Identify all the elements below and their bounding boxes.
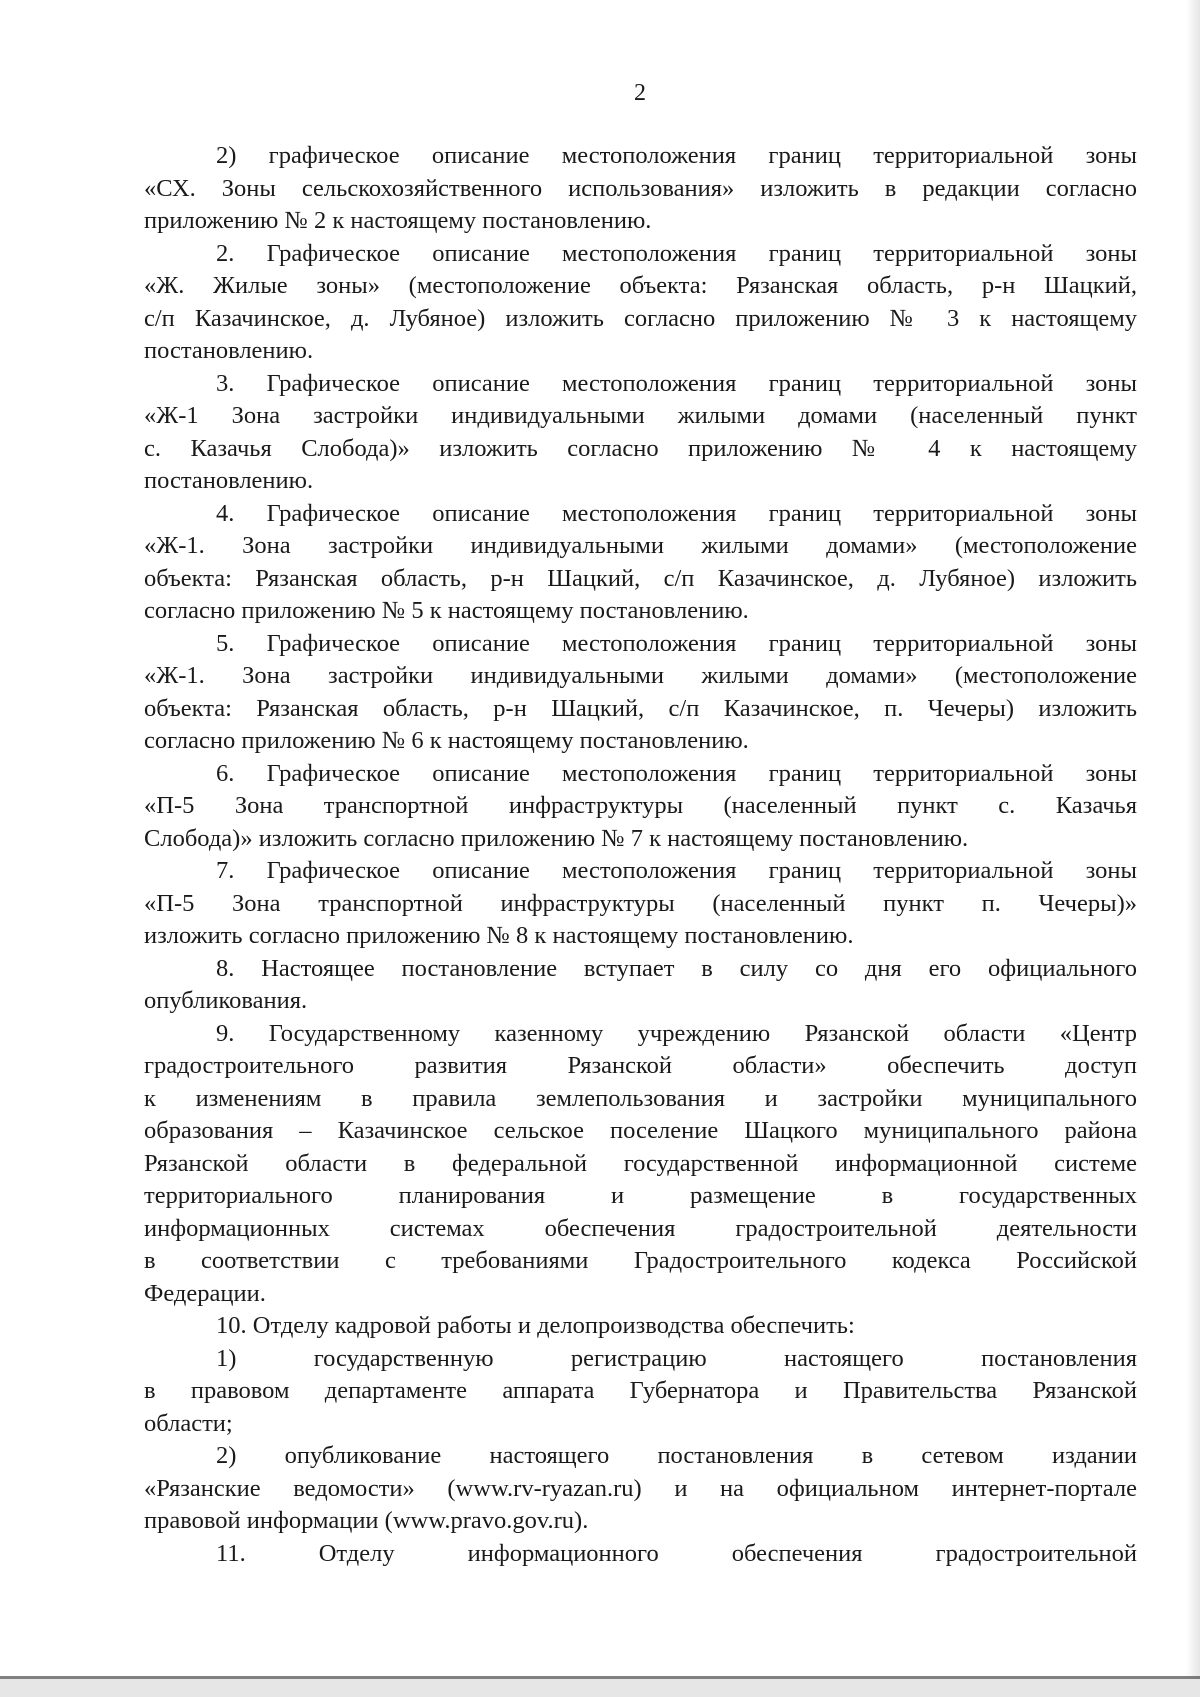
text-line: 5. Графическое описание местоположения границ территориальной зоны <box>216 629 1137 657</box>
text-line: правовой информации (www.pravo.gov.ru). <box>144 1507 589 1534</box>
text-line: области; <box>144 1409 233 1437</box>
text-line: согласно приложению № 6 к настоящему постановлению. <box>144 727 749 754</box>
text-line: Федерации. <box>144 1279 266 1307</box>
text-line: 7. Графическое описание местоположения границ территориальной зоны <box>216 857 1137 884</box>
text-line: согласно приложению № 5 к настоящему постановлению. <box>144 597 749 624</box>
text-line: «Рязанские ведомости» (www.rv-ryazan.ru) и на официальном интернет-портале <box>144 1474 1137 1502</box>
text-line: 6. Графическое описание местоположения границ территориальной зоны <box>216 759 1137 787</box>
text-line: опубликования. <box>144 987 308 1014</box>
text-line: «СХ. Зоны сельскохозяйственного использования» изложить в редакции согласно <box>144 174 1137 202</box>
text-line: 11. Отделу информационного обеспечения градостроительной <box>216 1539 1137 1567</box>
text-line: градостроительного развития Рязанской области» обеспечить доступ <box>144 1052 1137 1079</box>
text-line: 2) графическое описание местоположения границ территориальной зоны <box>216 142 1137 169</box>
text-line: в соответствии с требованиями Градостроительного кодекса Российской <box>144 1247 1137 1274</box>
text-line: с/п Казачинское, д. Лубяное) изложить согласно приложению № 3 к настоящему <box>144 304 1137 332</box>
text-line: 8. Настоящее постановление вступает в силу со дня его официального <box>216 954 1137 982</box>
text-line: «Ж-1. Зона застройки индивидуальными жилыми домами» (местоположение <box>144 532 1137 559</box>
scan-bottom-shade <box>0 1679 1200 1697</box>
text-line: в правовом департаменте аппарата Губернатора и Правительства Рязанской <box>144 1377 1137 1404</box>
text-line: «Ж. Жилые зоны» (местоположение объекта: Рязанская область, р-н Шацкий, <box>144 272 1137 299</box>
text-line: 3. Графическое описание местоположения границ территориальной зоны <box>216 369 1137 397</box>
document-body <box>144 140 1137 1570</box>
text-line: 2) опубликование настоящего постановления в сетевом издании <box>216 1442 1137 1469</box>
text-line: с. Казачья Слобода)» изложить согласно приложению № 4 к настоящему <box>144 434 1137 462</box>
text-line: 9. Государственному казенному учреждению Рязанской области «Центр <box>216 1019 1137 1047</box>
text-line: объекта: Рязанская область, р-н Шацкий, с/п Казачинское, д. Лубяное) изложить <box>144 564 1137 592</box>
text-line: Слобода)» изложить согласно приложению № 7 к настоящему постановлению. <box>144 824 969 852</box>
text-line: «П-5 Зона транспортной инфраструктуры (населенный пункт п. Чечеры)» <box>144 889 1137 917</box>
text-line: территориального планирования и размещение в государственных <box>144 1182 1137 1209</box>
text-line: объекта: Рязанская область, р-н Шацкий, с/п Казачинское, п. Чечеры) изложить <box>144 694 1137 722</box>
text-line: приложению № 2 к настоящему постановлению. <box>144 207 652 234</box>
text-line: Рязанской области в федеральной государственной информационной системе <box>144 1149 1137 1177</box>
text-line: 4. Графическое описание местоположения границ территориальной зоны <box>216 499 1137 527</box>
text-line: постановлению. <box>144 337 314 364</box>
text-line: информационных системах обеспечения градостроительной деятельности <box>144 1214 1137 1242</box>
text-line: к изменениям в правила землепользования и застройки муниципального <box>144 1084 1137 1112</box>
text-line: «Ж-1 Зона застройки индивидуальными жилыми домами (населенный пункт <box>144 402 1137 429</box>
text-line: постановлению. <box>144 467 314 494</box>
text-line: «Ж-1. Зона застройки индивидуальными жилыми домами» (местоположение <box>144 662 1137 689</box>
text-line: образования – Казачинское сельское поселение Шацкого муниципального района <box>144 1117 1137 1144</box>
text-line: 2. Графическое описание местоположения границ территориальной зоны <box>216 239 1137 267</box>
scan-edge-shadow <box>1186 0 1200 1697</box>
text-line: 1) государственную регистрацию настоящего постановления <box>216 1344 1137 1372</box>
text-line: «П-5 Зона транспортной инфраструктуры (населенный пункт с. Казачья <box>144 792 1137 819</box>
page-number: 2 <box>634 80 646 106</box>
text-line: изложить согласно приложению № 8 к настоящему постановлению. <box>144 922 854 949</box>
text-line: 10. Отделу кадровой работы и делопроизводства обеспечить: <box>216 1312 855 1339</box>
